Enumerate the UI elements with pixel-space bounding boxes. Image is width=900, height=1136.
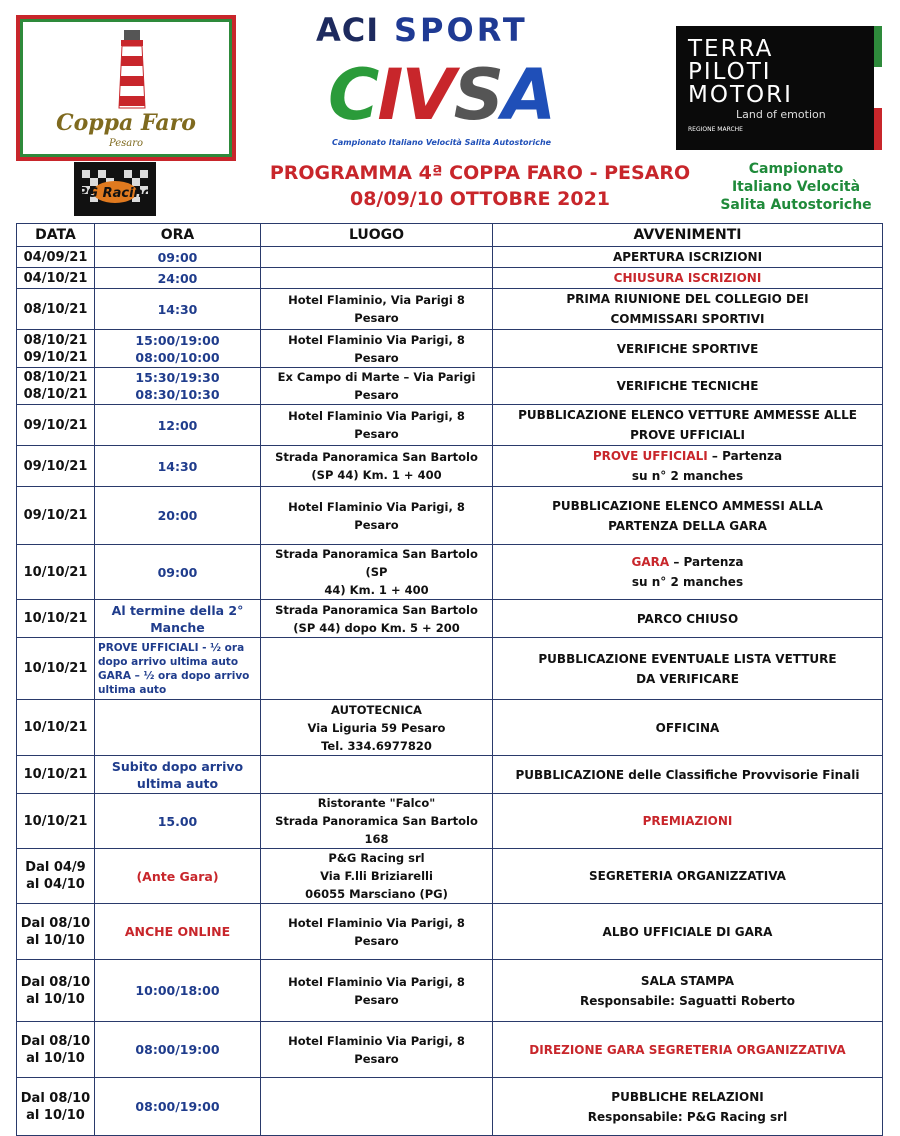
date-cell xyxy=(17,794,95,849)
time-line: 09:00 xyxy=(157,564,198,580)
date-cell xyxy=(17,756,95,794)
event-line: CHIUSURA ISCRIZIONI xyxy=(613,271,762,285)
schedule-body xyxy=(17,247,883,1136)
event-red-wrap xyxy=(496,268,879,288)
place-cell xyxy=(261,756,493,794)
date-line: 10/10/21 xyxy=(23,564,88,580)
place-line: P&G Racing srl xyxy=(328,851,425,865)
time-line: 12:00 xyxy=(157,417,198,433)
place-line: Hotel Flaminio Via Parigi, 8 xyxy=(288,915,465,930)
date-line: 09/10/21 xyxy=(23,417,88,433)
time-line: 20:00 xyxy=(157,508,198,523)
event-line: PUBBLICAZIONE ELENCO VETTURE AMMESSE ALLE xyxy=(518,408,857,422)
event-line: PRIMA RIUNIONE DEL COLLEGIO DEI xyxy=(566,292,809,306)
place-line: Hotel Flaminio Via Parigi, 8 Pesaro xyxy=(288,332,465,365)
date-cell xyxy=(17,700,95,756)
time-cell xyxy=(95,268,261,289)
table-row xyxy=(17,600,883,638)
civsa-letter-v: V xyxy=(401,54,454,136)
place-cell xyxy=(261,794,493,849)
date-cell xyxy=(17,330,95,368)
place-line: Pesaro xyxy=(354,388,399,402)
coppa-faro-logo xyxy=(16,15,236,161)
place-line: Hotel Flaminio Via Parigi, 8 Pesaro xyxy=(288,409,465,441)
program-title-line2: 08/09/10 OTTOBRE 2021 xyxy=(349,188,611,210)
civsa-letter-s: S xyxy=(453,54,503,136)
date-line: Dal 08/10 xyxy=(20,974,91,990)
place-cell xyxy=(261,904,493,960)
date-line: al 10/10 xyxy=(26,932,85,948)
place-line: Strada Panoramica San Bartolo xyxy=(275,602,478,617)
date-cell xyxy=(17,600,95,638)
event-line xyxy=(496,446,879,466)
time-line: Subito dopo arrivo xyxy=(111,758,244,774)
event-line: PUBBLICAZIONE delle Classifiche Provvisorie Finali xyxy=(515,767,860,782)
event-cell xyxy=(493,1022,883,1078)
time-line: 24:00 xyxy=(157,270,198,286)
date-line: 08/10/21 xyxy=(23,332,88,348)
place-cell xyxy=(261,960,493,1022)
terra-line1: TERRA xyxy=(688,36,774,62)
italian-flag-stripe xyxy=(874,26,882,150)
program-title-line1: PROGRAMMA 4ª COPPA FARO - PESARO xyxy=(269,162,691,184)
terra-piloti-motori-logo xyxy=(676,26,882,150)
time-line: 10:00/18:00 xyxy=(135,983,220,998)
date-line: al 04/10 xyxy=(26,877,85,892)
event-line xyxy=(496,552,879,572)
place-line: Pesaro xyxy=(354,933,399,948)
event-line: SALA STAMPA xyxy=(640,973,735,988)
date-cell xyxy=(17,289,95,330)
championship-line3: Salita Autostoriche xyxy=(720,197,872,213)
event-cell xyxy=(493,268,883,289)
terra-line2: PILOTI xyxy=(688,59,772,85)
event-line: su n° 2 manches xyxy=(631,469,744,483)
event-cell xyxy=(493,368,883,405)
event-line: PUBBLICAZIONE ELENCO AMMESSI ALLA xyxy=(552,498,823,513)
time-line: 08:00/19:00 xyxy=(135,1099,220,1114)
time-line: ANCHE ONLINE xyxy=(124,924,231,939)
place-cell xyxy=(261,405,493,446)
place-cell xyxy=(261,247,493,268)
event-line: PROVE UFFICIALI xyxy=(630,428,745,442)
coppa-faro-name: Coppa Faro xyxy=(56,110,196,136)
place-line: Hotel Flaminio, Via Parigi 8 Pesaro xyxy=(288,293,465,325)
date-cell xyxy=(17,268,95,289)
time-line: dopo arrivo ultima auto xyxy=(98,655,239,668)
header-event: AVVENIMENTI xyxy=(493,224,883,247)
event-line: VERIFICHE TECNICHE xyxy=(616,379,759,393)
place-cell xyxy=(261,545,493,600)
date-line: Dal 04/9 xyxy=(25,860,86,875)
table-row xyxy=(17,268,883,289)
date-cell xyxy=(17,247,95,268)
date-line: al 10/10 xyxy=(26,991,85,1007)
time-cell xyxy=(95,700,261,756)
place-line: Strada Panoramica San Bartolo xyxy=(275,450,478,464)
date-line: 10/10/21 xyxy=(23,813,88,829)
lighthouse-icon xyxy=(107,30,157,110)
event-cell xyxy=(493,600,883,638)
pg-racing-text: PG Racing xyxy=(77,186,153,201)
time-cell xyxy=(95,849,261,904)
place-line: Hotel Flaminio Via Parigi, 8 Pesaro xyxy=(288,499,465,532)
time-line: 09:00 xyxy=(157,249,198,265)
terra-region: REGIONE MARCHE xyxy=(688,126,743,133)
event-line: PARTENZA DELLA GARA xyxy=(608,518,767,533)
time-cell xyxy=(95,756,261,794)
event-cell xyxy=(493,446,883,487)
event-line: PUBBLICAZIONE EVENTUALE LISTA VETTURE xyxy=(538,651,837,666)
time-cell xyxy=(95,1078,261,1136)
place-line: 44) Km. 1 + 400 xyxy=(324,583,429,597)
event-highlight: GARA xyxy=(631,555,670,569)
time-line: GARA – ½ ora dopo arrivo xyxy=(98,669,250,682)
place-line: Strada Panoramica San Bartolo 168 xyxy=(275,814,478,846)
table-row xyxy=(17,330,883,368)
event-line: PARCO CHIUSO xyxy=(636,611,739,626)
time-line: (Ante Gara) xyxy=(136,868,219,884)
date-line: 10/10/21 xyxy=(23,661,88,676)
place-line: Pesaro xyxy=(354,992,399,1007)
date-line: Dal 08/10 xyxy=(20,915,91,931)
table-row xyxy=(17,700,883,756)
time-line: 15.00 xyxy=(157,813,198,829)
event-line: PREMIAZIONI xyxy=(642,814,733,828)
place-cell xyxy=(261,600,493,638)
place-line: 06055 Marsciano (PG) xyxy=(305,887,448,901)
table-row xyxy=(17,487,883,545)
date-cell xyxy=(17,1022,95,1078)
table-row xyxy=(17,545,883,600)
date-line: Dal 08/10 xyxy=(20,1033,91,1049)
date-cell xyxy=(17,545,95,600)
time-cell xyxy=(95,487,261,545)
program-title xyxy=(200,160,760,212)
event-line: DA VERIFICARE xyxy=(636,671,739,686)
time-line: Manche xyxy=(150,619,205,635)
terra-line3: MOTORI xyxy=(688,82,793,108)
terra-tagline: Land of emotion xyxy=(736,108,826,121)
date-cell xyxy=(17,849,95,904)
place-line: Ex Campo di Marte – Via Parigi xyxy=(277,370,476,384)
time-cell xyxy=(95,960,261,1022)
place-cell xyxy=(261,330,493,368)
place-cell xyxy=(261,638,493,700)
time-line: PROVE UFFICIALI - ½ ora xyxy=(98,641,245,654)
event-line: VERIFICHE SPORTIVE xyxy=(616,341,759,356)
time-line: 14:30 xyxy=(157,458,198,474)
date-cell xyxy=(17,487,95,545)
place-line: Pesaro xyxy=(354,1051,399,1066)
place-line: Via F.lli Briziarelli xyxy=(320,869,433,883)
place-line: Via Liguria 59 Pesaro xyxy=(307,720,446,735)
place-cell xyxy=(261,1078,493,1136)
table-row xyxy=(17,794,883,849)
header-place: LUOGO xyxy=(261,224,493,247)
event-cell xyxy=(493,960,883,1022)
table-row xyxy=(17,446,883,487)
header-time: ORA xyxy=(95,224,261,247)
sport-text: SPORT xyxy=(394,11,528,49)
event-red-wrap xyxy=(496,811,879,831)
civsa-letter-c: C xyxy=(328,54,378,136)
schedule-table xyxy=(16,223,883,1136)
table-row xyxy=(17,405,883,446)
date-cell xyxy=(17,405,95,446)
event-highlight: PROVE UFFICIALI xyxy=(592,449,708,463)
place-cell xyxy=(261,446,493,487)
place-cell xyxy=(261,1022,493,1078)
event-rest: – Partenza xyxy=(669,555,744,569)
checkered-flag-icon xyxy=(74,162,156,216)
table-row xyxy=(17,904,883,960)
place-line: Strada Panoramica San Bartolo (SP xyxy=(275,547,478,579)
table-row xyxy=(17,638,883,700)
date-line: 10/10/21 xyxy=(23,767,88,782)
time-cell xyxy=(95,1022,261,1078)
time-cell xyxy=(95,289,261,330)
time-line: Al termine della 2° xyxy=(111,602,244,618)
event-cell xyxy=(493,638,883,700)
table-header-row xyxy=(17,224,883,247)
date-cell xyxy=(17,638,95,700)
event-line: su n° 2 manches xyxy=(631,575,744,589)
date-line: 10/10/21 xyxy=(23,611,88,626)
aci-text: ACI xyxy=(316,11,380,49)
time-cell xyxy=(95,368,261,405)
championship-line1: Campionato xyxy=(748,161,844,177)
time-cell xyxy=(95,405,261,446)
time-line: 15:30/19:30 xyxy=(135,370,220,385)
pg-racing-logo xyxy=(74,162,156,216)
time-cell xyxy=(95,446,261,487)
table-row xyxy=(17,1022,883,1078)
date-line: 04/09/21 xyxy=(23,249,88,265)
event-line: APERTURA ISCRIZIONI xyxy=(612,250,763,264)
place-cell xyxy=(261,368,493,405)
event-line: SEGRETERIA ORGANIZZATIVA xyxy=(589,869,786,883)
table-row xyxy=(17,960,883,1022)
event-cell xyxy=(493,1078,883,1136)
date-line: 09/10/21 xyxy=(23,458,88,474)
event-line: Responsabile: P&G Racing srl xyxy=(587,1109,788,1124)
event-cell xyxy=(493,545,883,600)
date-line: 09/10/21 xyxy=(23,508,88,523)
time-cell xyxy=(95,904,261,960)
coppa-faro-city: Pesaro xyxy=(108,138,144,149)
place-line: Ristorante "Falco" xyxy=(317,796,436,810)
event-cell xyxy=(493,247,883,268)
time-line: 15:00/19:00 xyxy=(135,332,220,348)
header-date: DATA xyxy=(17,224,95,247)
event-cell xyxy=(493,405,883,446)
date-line: Dal 08/10 xyxy=(20,1090,91,1106)
date-cell xyxy=(17,1078,95,1136)
place-line: Hotel Flaminio Via Parigi, 8 xyxy=(288,974,465,989)
civsa-logo xyxy=(322,50,562,150)
place-line: AUTOTECNICA xyxy=(331,702,422,717)
date-line: al 10/10 xyxy=(26,1107,85,1123)
time-line: ultima auto xyxy=(136,775,219,791)
event-rest: – Partenza xyxy=(707,449,783,463)
time-line: 08:00/10:00 xyxy=(135,349,220,365)
date-line: 08/10/21 xyxy=(23,370,88,385)
event-cell xyxy=(493,487,883,545)
table-row xyxy=(17,849,883,904)
table-row xyxy=(17,368,883,405)
event-line: Responsabile: Saguatti Roberto xyxy=(580,993,795,1008)
time-line: ultima auto xyxy=(98,683,167,696)
date-line: al 10/10 xyxy=(26,1050,85,1066)
event-cell xyxy=(493,904,883,960)
place-line: (SP 44) dopo Km. 5 + 200 xyxy=(293,620,460,635)
place-cell xyxy=(261,268,493,289)
table-row xyxy=(17,289,883,330)
time-cell xyxy=(95,600,261,638)
time-cell xyxy=(95,247,261,268)
event-line: DIREZIONE GARA SEGRETERIA ORGANIZZATIVA xyxy=(529,1042,846,1057)
civsa-letter-a: A xyxy=(502,54,555,136)
time-cell xyxy=(95,545,261,600)
event-cell xyxy=(493,330,883,368)
event-line: COMMISSARI SPORTIVI xyxy=(610,312,765,326)
place-cell xyxy=(261,289,493,330)
place-line: Hotel Flaminio Via Parigi, 8 xyxy=(288,1033,465,1048)
event-cell xyxy=(493,700,883,756)
time-cell xyxy=(95,638,261,700)
date-line: 09/10/21 xyxy=(23,349,88,365)
date-line: 08/10/21 xyxy=(23,387,88,402)
time-line: 14:30 xyxy=(157,301,198,317)
table-row xyxy=(17,756,883,794)
event-line: OFFICINA xyxy=(655,720,720,735)
civsa-letter-i: I xyxy=(377,54,402,136)
date-cell xyxy=(17,368,95,405)
date-line: 04/10/21 xyxy=(23,270,88,286)
event-line: ALBO UFFICIALE DI GARA xyxy=(602,924,773,939)
aci-sport-logo xyxy=(316,12,568,48)
time-cell xyxy=(95,794,261,849)
table-row xyxy=(17,1078,883,1136)
event-cell xyxy=(493,289,883,330)
place-line: (SP 44) Km. 1 + 400 xyxy=(311,468,442,482)
civsa-subtitle: Campionato Italiano Velocità Salita Autostoriche xyxy=(332,138,552,147)
championship-label xyxy=(706,160,886,214)
place-cell xyxy=(261,700,493,756)
event-cell xyxy=(493,849,883,904)
place-cell xyxy=(261,849,493,904)
date-line: 10/10/21 xyxy=(23,720,88,735)
event-cell xyxy=(493,794,883,849)
event-red-wrap xyxy=(496,1040,879,1060)
table-row xyxy=(17,247,883,268)
date-cell xyxy=(17,446,95,487)
event-line: PUBBLICHE RELAZIONI xyxy=(611,1089,764,1104)
place-cell xyxy=(261,487,493,545)
date-line: 08/10/21 xyxy=(23,301,88,317)
time-line: 08:00/19:00 xyxy=(135,1042,220,1057)
time-line: 08:30/10:30 xyxy=(135,387,220,402)
championship-line2: Italiano Velocità xyxy=(731,179,861,195)
date-cell xyxy=(17,960,95,1022)
place-line: Tel. 334.6977820 xyxy=(321,738,432,753)
event-cell xyxy=(493,756,883,794)
date-cell xyxy=(17,904,95,960)
time-cell xyxy=(95,330,261,368)
